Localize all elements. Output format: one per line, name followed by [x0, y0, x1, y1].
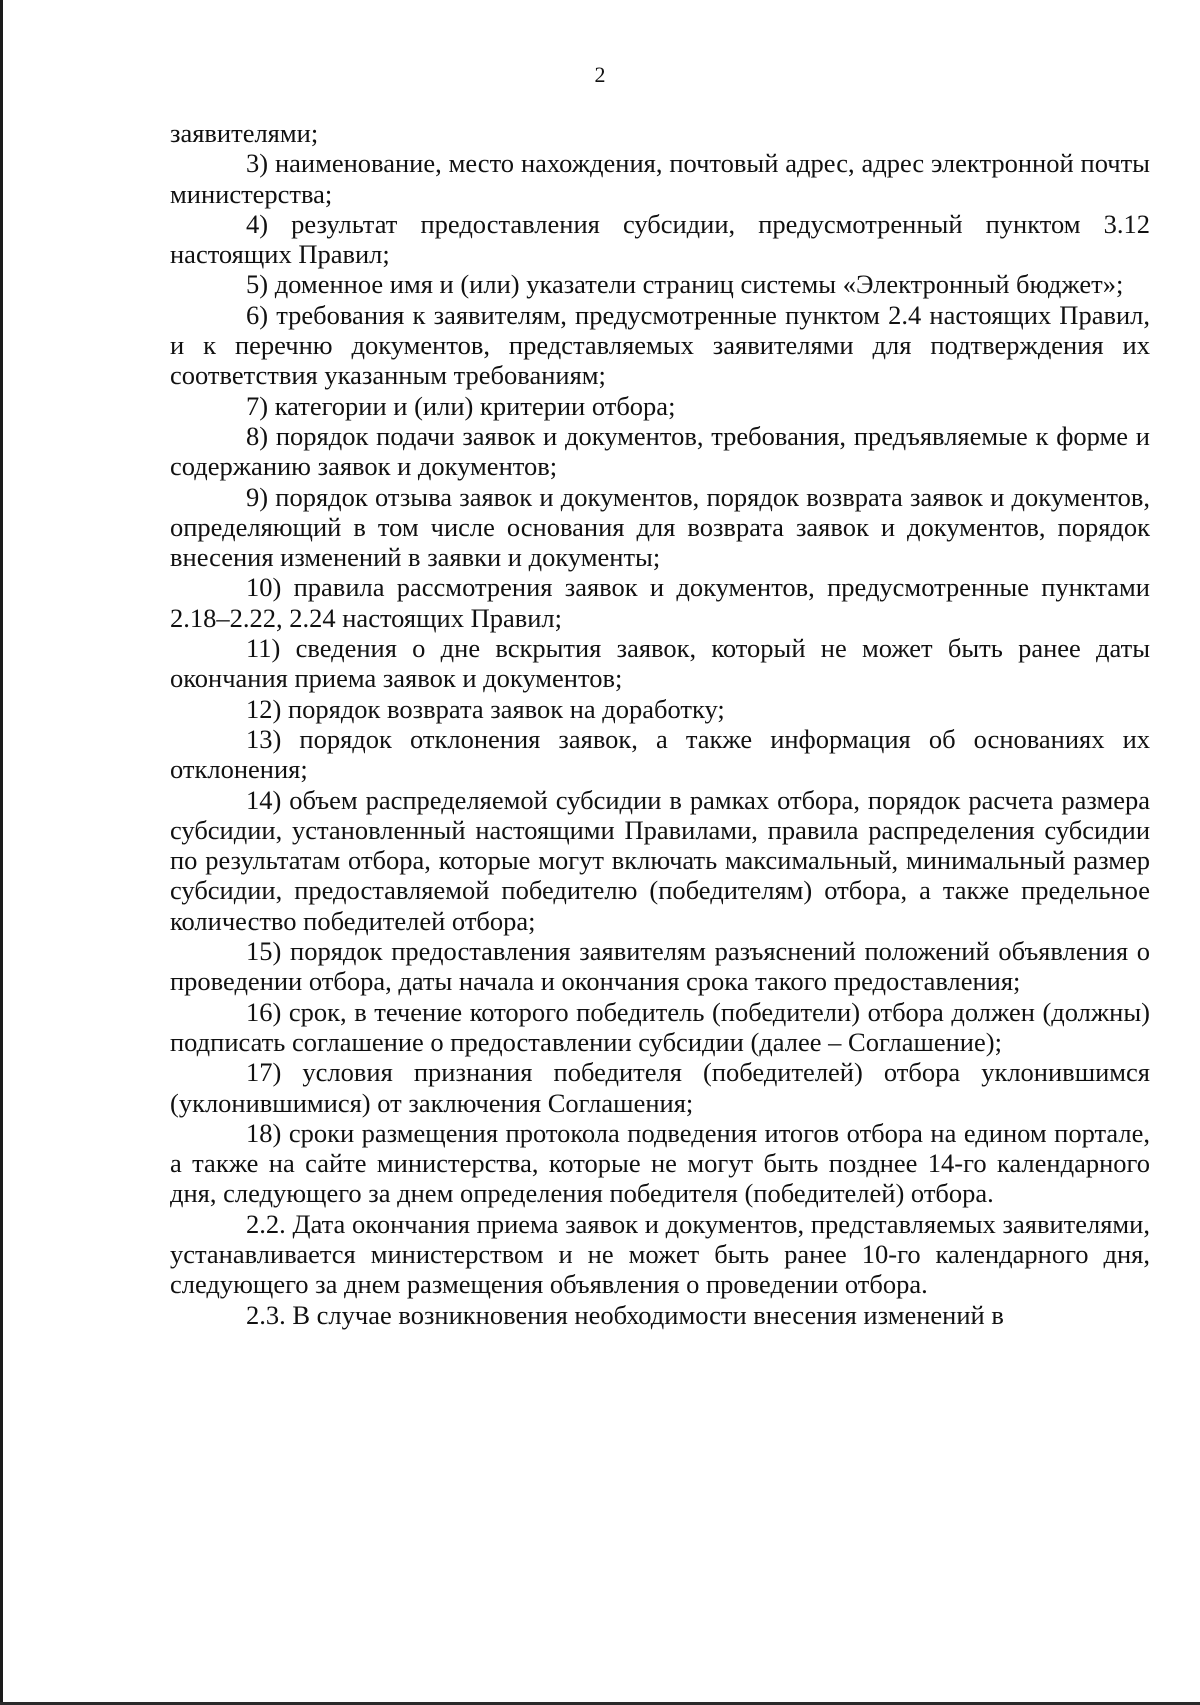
section-2-2: 2.2. Дата окончания приема заявок и документов, представляемых заявителями, устанавливается министерством и не может быть ранее 10-го календарного дня, следующего за днем размещения объявления о проведении отбора. [170, 1208, 1150, 1300]
list-item-11: 11) сведения о дне вскрытия заявок, который не может быть ранее даты окончания приема заявок и документов; [170, 633, 1150, 694]
list-item-8: 8) порядок подачи заявок и документов, требования, предъявляемые к форме и содержанию заявок и документов; [170, 420, 1150, 482]
paragraph-continuation: заявителями; [170, 118, 319, 148]
list-item-9: 9) порядок отзыва заявок и документов, порядок возврата заявок и документов, определяющий в том числе основания для возврата заявок и документов, порядок внесения изменений в заявки и документы; [170, 481, 1150, 573]
document-body [170, 118, 1150, 1330]
list-item-18: 18) сроки размещения протокола подведения итогов отбора на едином портале, а также на сайте министерства, которые не могут быть позднее 14-го календарного дня, следующего за днем определения победителя (победителей) отбора. [170, 1117, 1150, 1209]
list-item-13: 13) порядок отклонения заявок, а также информация об основаниях их отклонения; [170, 723, 1150, 785]
list-item-17: 17) условия признания победителя (победителей) отбора уклонившимся (уклонившимися) от заключения Соглашения; [170, 1057, 1150, 1118]
list-item-16: 16) срок, в течение которого победитель (победители) отбора должен (должны) подписать соглашение о предоставлении субсидии (далее – Соглашение); [170, 996, 1150, 1057]
list-item-7: 7) категории и (или) критерии отбора; [246, 390, 676, 421]
list-item-3: 3) наименование, место нахождения, почтовый адрес, адрес электронной почты министерства; [170, 148, 1150, 209]
list-item-15: 15) порядок предоставления заявителям разъяснений положений объявления о проведении отбора, даты начала и окончания срока такого предоставления; [170, 936, 1150, 997]
list-item-14: 14) объем распределяемой субсидии в рамках отбора, порядок расчета размера субсидии, установленный настоящими Правилами, правила распределения субсидии по результатам отбора, которые могут включать максимальный, минимальный размер субсидии, предоставляемой победителю (победителям) отбора, а также предельное количество победителей отбора; [170, 784, 1150, 936]
list-item-10: 10) правила рассмотрения заявок и документов, предусмотренные пунктами 2.18–2.22, 2.24 настоящих Правил; [170, 572, 1150, 633]
list-item-6: 6) требования к заявителям, предусмотренные пунктом 2.4 настоящих Правил, и к перечню документов, представляемых заявителями для подтверждения их соответствия указанным требованиям; [170, 299, 1150, 391]
list-item-5: 5) доменное имя и (или) указатели страниц системы «Электронный бюджет»; [246, 269, 1124, 300]
list-item-4: 4) результат предоставления субсидии, предусмотренный пунктом 3.12 настоящих Правил; [170, 208, 1150, 270]
page-number: 2 [594, 62, 606, 87]
section-2-3: 2.3. В случае возникновения необходимости внесения изменений в [246, 1299, 1004, 1330]
list-item-12: 12) порядок возврата заявок на доработку; [246, 693, 725, 724]
scan-edge-left [0, 0, 3, 1705]
